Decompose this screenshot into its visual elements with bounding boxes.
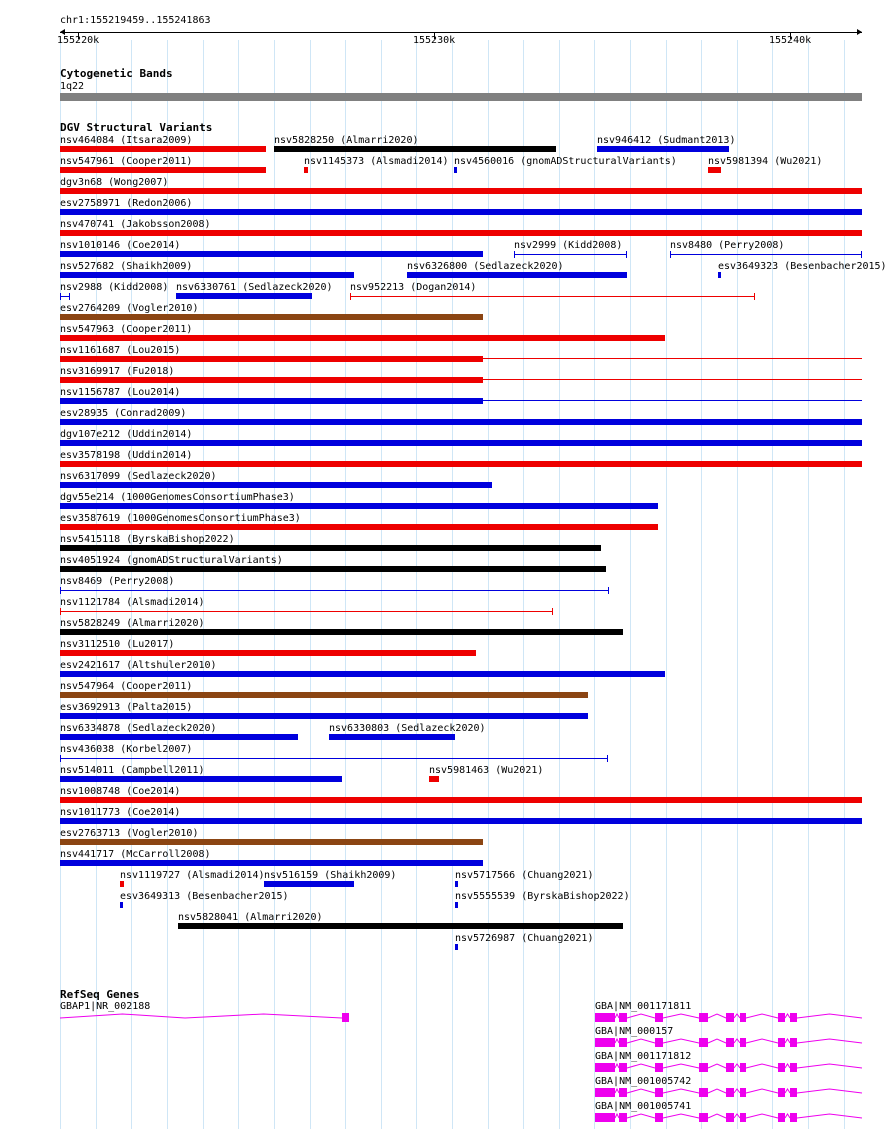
gene-exon[interactable] — [655, 1113, 663, 1122]
sv-feature-label: dgv55e214 (1000GenomesConsortiumPhase3) — [60, 492, 295, 503]
gene-intron — [797, 1039, 862, 1043]
gene-exon[interactable] — [740, 1013, 746, 1022]
sv-feature-label: nsv5981394 (Wu2021) — [708, 156, 823, 167]
sv-feature-label: nsv8469 (Perry2008) — [60, 576, 175, 587]
gene-intron — [785, 1089, 790, 1093]
sv-feature-label: nsv8480 (Perry2008) — [670, 240, 785, 251]
gene-exon[interactable] — [699, 1038, 708, 1047]
sv-feature-label: dgv107e212 (Uddin2014) — [60, 429, 193, 440]
sv-feature-label: nsv5415118 (ByrskaBishop2022) — [60, 534, 235, 545]
gene-exon[interactable] — [740, 1088, 746, 1097]
sv-feature-label: nsv5828249 (Almarri2020) — [60, 618, 205, 629]
sv-feature-label: nsv547963 (Cooper2011) — [60, 324, 193, 335]
sv-feature-label: esv3649323 (Besenbacher2015) — [718, 261, 887, 272]
sv-feature-label: nsv441717 (McCarroll2008) — [60, 849, 211, 860]
cytoband-label: 1q22 — [60, 81, 85, 92]
gene-exon[interactable] — [778, 1038, 785, 1047]
gene-intron — [734, 1064, 740, 1068]
gene-intron — [663, 1089, 699, 1093]
gene-exon[interactable] — [790, 1063, 797, 1072]
ruler-title: chr1:155219459..155241863 — [60, 15, 211, 26]
gene-exon[interactable] — [726, 1088, 734, 1097]
gene-exon[interactable] — [619, 1088, 627, 1097]
gene-intron — [708, 1039, 726, 1043]
sv-feature-label: esv3587619 (1000GenomesConsortiumPhase3) — [60, 513, 301, 524]
gene-intron — [663, 1064, 699, 1068]
gene-exon[interactable] — [740, 1113, 746, 1122]
gene-exon[interactable] — [699, 1063, 708, 1072]
gene-exon[interactable] — [790, 1113, 797, 1122]
gene-exon[interactable] — [619, 1013, 627, 1022]
sv-feature-label: nsv952213 (Dogan2014) — [350, 282, 477, 293]
gene-label: GBA|NM_001005741 — [595, 1101, 692, 1112]
gene-intron — [708, 1014, 726, 1018]
sv-feature-label: esv2758971 (Redon2006) — [60, 198, 193, 209]
sv-feature-label: nsv1010146 (Coe2014) — [60, 240, 181, 251]
gene-intron — [185, 1014, 342, 1018]
gene-label: GBA|NM_001005742 — [595, 1076, 692, 1087]
gene-exon[interactable] — [595, 1113, 615, 1122]
sv-feature-label: nsv6326800 (Sedlazeck2020) — [407, 261, 564, 272]
gene-intron — [797, 1014, 862, 1018]
sv-feature-label: nsv5555539 (ByrskaBishop2022) — [455, 891, 630, 902]
gene-intron — [615, 1089, 619, 1093]
gene-exon[interactable] — [655, 1013, 663, 1022]
gene-intron — [708, 1089, 726, 1093]
gene-exon[interactable] — [619, 1063, 627, 1072]
sv-feature-label: nsv5828041 (Almarri2020) — [178, 912, 323, 923]
sv-feature-label: nsv6330803 (Sedlazeck2020) — [329, 723, 486, 734]
sv-feature-label: nsv547964 (Cooper2011) — [60, 681, 193, 692]
gene-exon[interactable] — [740, 1063, 746, 1072]
gene-exon[interactable] — [655, 1063, 663, 1072]
gene-intron — [785, 1039, 790, 1043]
gene-intron — [708, 1114, 726, 1118]
sv-feature-label: nsv1145373 (Alsmadi2014) — [304, 156, 449, 167]
gene-intron — [746, 1014, 778, 1018]
sv-feature-label: nsv547961 (Cooper2011) — [60, 156, 193, 167]
sv-feature-label: esv2421617 (Altshuler2010) — [60, 660, 217, 671]
gene-exon[interactable] — [595, 1038, 615, 1047]
sv-feature-label: nsv516159 (Shaikh2009) — [264, 870, 397, 881]
gene-intron — [627, 1014, 655, 1018]
gene-intron — [734, 1114, 740, 1118]
sv-feature-label: nsv1161687 (Lou2015) — [60, 345, 181, 356]
sv-feature-label: nsv470741 (Jakobsson2008) — [60, 219, 211, 230]
gene-exon[interactable] — [699, 1088, 708, 1097]
gene-exon[interactable] — [790, 1088, 797, 1097]
gene-exon[interactable] — [778, 1088, 785, 1097]
sv-feature-label: nsv527682 (Shaikh2009) — [60, 261, 193, 272]
gene-intron — [734, 1089, 740, 1093]
gene-exon[interactable] — [726, 1113, 734, 1122]
sv-feature-label: nsv436038 (Korbel2007) — [60, 744, 193, 755]
gene-intron — [785, 1014, 790, 1018]
sv-feature-label: nsv1156787 (Lou2014) — [60, 387, 181, 398]
gene-exon[interactable] — [726, 1063, 734, 1072]
sv-feature-label: nsv3112510 (Lu2017) — [60, 639, 175, 650]
sv-feature-label: nsv1008748 (Coe2014) — [60, 786, 181, 797]
gene-label: GBAP1|NR_002188 — [60, 1001, 151, 1012]
gene-label: GBA|NM_000157 — [595, 1026, 674, 1037]
sv-feature-label: nsv2988 (Kidd2008) — [60, 282, 169, 293]
gene-intron — [627, 1039, 655, 1043]
gene-intron — [615, 1014, 619, 1018]
gene-intron — [663, 1014, 699, 1018]
gene-exon[interactable] — [778, 1113, 785, 1122]
gene-exon[interactable] — [595, 1063, 615, 1072]
sv-feature-label: nsv464084 (Itsara2009) — [60, 135, 193, 146]
gene-intron — [746, 1089, 778, 1093]
ruler-tick-label: 155240k — [769, 35, 812, 46]
gene-intron — [734, 1014, 740, 1018]
sv-feature-label: esv3649313 (Besenbacher2015) — [120, 891, 289, 902]
gene-exon[interactable] — [619, 1038, 627, 1047]
gene-exon[interactable] — [595, 1013, 615, 1022]
gene-exon[interactable] — [778, 1063, 785, 1072]
sv-feature-label: nsv6334878 (Sedlazeck2020) — [60, 723, 217, 734]
sv-feature-label: esv28935 (Conrad2009) — [60, 408, 187, 419]
gene-exon[interactable] — [699, 1013, 708, 1022]
gene-intron — [627, 1089, 655, 1093]
gene-exon[interactable] — [595, 1088, 615, 1097]
sv-feature-label: nsv6330761 (Sedlazeck2020) — [176, 282, 333, 293]
sv-feature-label: esv2763713 (Vogler2010) — [60, 828, 199, 839]
ruler-tick-label: 155230k — [413, 35, 456, 46]
gene-intron — [615, 1064, 619, 1068]
gene-intron — [797, 1064, 862, 1068]
sv-feature-label: esv2764209 (Vogler2010) — [60, 303, 199, 314]
sv-feature-label: nsv1119727 (Alsmadi2014) — [120, 870, 265, 881]
refseq-track-title: RefSeq Genes — [60, 988, 140, 1001]
sv-feature-label: nsv1011773 (Coe2014) — [60, 807, 181, 818]
sv-feature-label: nsv514011 (Campbell2011) — [60, 765, 205, 776]
sv-feature-label: esv3692913 (Palta2015) — [60, 702, 193, 713]
gene-exon[interactable] — [778, 1013, 785, 1022]
gene-intron — [60, 1014, 185, 1018]
dgv-track-title: DGV Structural Variants — [60, 121, 213, 134]
sv-feature-label: dgv3n68 (Wong2007) — [60, 177, 169, 188]
gene-intron — [797, 1089, 862, 1093]
sv-feature-label: nsv946412 (Sudmant2013) — [597, 135, 736, 146]
gene-label: GBA|NM_001171812 — [595, 1051, 692, 1062]
gene-intron — [746, 1039, 778, 1043]
gene-intron — [785, 1114, 790, 1118]
gene-exon[interactable] — [726, 1013, 734, 1022]
gene-intron — [785, 1064, 790, 1068]
sv-feature-label: nsv5717566 (Chuang2021) — [455, 870, 594, 881]
gene-exon[interactable] — [342, 1013, 349, 1022]
gene-exon[interactable] — [740, 1038, 746, 1047]
gene-exon[interactable] — [699, 1113, 708, 1122]
gene-intron — [663, 1114, 699, 1118]
gene-exon[interactable] — [790, 1013, 797, 1022]
gene-intron — [734, 1039, 740, 1043]
gene-intron — [797, 1114, 862, 1118]
sv-feature-label: nsv5828250 (Almarri2020) — [274, 135, 419, 146]
gene-intron — [627, 1114, 655, 1118]
cytoband-track-title: Cytogenetic Bands — [60, 67, 173, 80]
gene-intron — [708, 1064, 726, 1068]
sv-feature-label: esv3578198 (Uddin2014) — [60, 450, 193, 461]
gene-intron — [746, 1064, 778, 1068]
gene-intron — [746, 1114, 778, 1118]
sv-feature-label: nsv1121784 (Alsmadi2014) — [60, 597, 205, 608]
gene-intron — [615, 1114, 619, 1118]
sv-feature-label: nsv6317099 (Sedlazeck2020) — [60, 471, 217, 482]
sv-feature-label: nsv5726987 (Chuang2021) — [455, 933, 594, 944]
sv-feature-label: nsv4560016 (gnomADStructuralVariants) — [454, 156, 677, 167]
sv-feature-label: nsv3169917 (Fu2018) — [60, 366, 175, 377]
sv-feature-label: nsv2999 (Kidd2008) — [514, 240, 623, 251]
gene-intron — [615, 1039, 619, 1043]
gene-intron — [627, 1064, 655, 1068]
gene-exon[interactable] — [655, 1088, 663, 1097]
gene-exon[interactable] — [655, 1038, 663, 1047]
sv-feature-label: nsv4051924 (gnomADStructuralVariants) — [60, 555, 283, 566]
gene-exon[interactable] — [790, 1038, 797, 1047]
ruler-tick-label: 155220k — [57, 35, 100, 46]
gene-intron — [663, 1039, 699, 1043]
gene-exon[interactable] — [619, 1113, 627, 1122]
sv-feature-label: nsv5981463 (Wu2021) — [429, 765, 544, 776]
gene-exon[interactable] — [726, 1038, 734, 1047]
gene-label: GBA|NM_001171811 — [595, 1001, 692, 1012]
